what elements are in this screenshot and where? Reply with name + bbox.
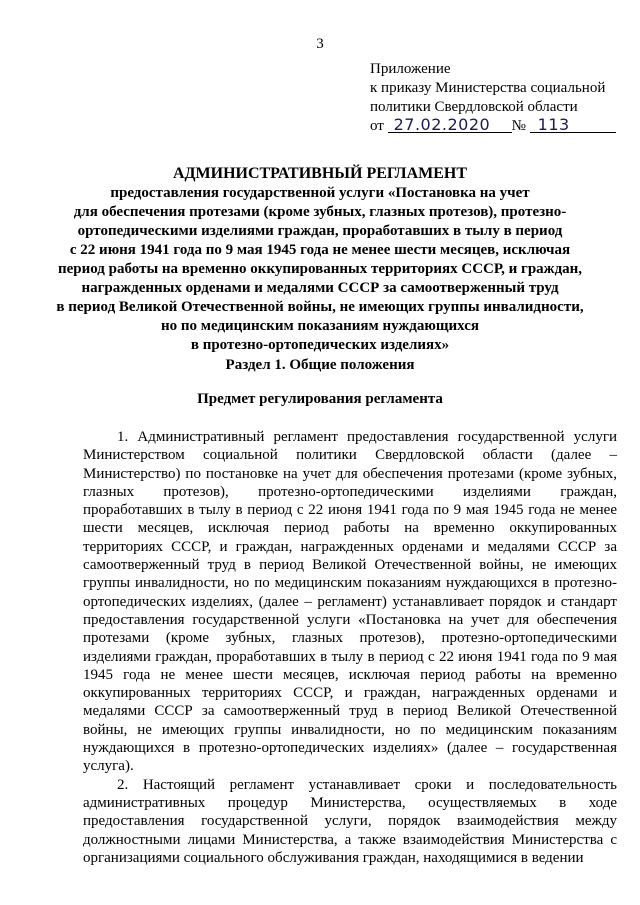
date-prefix: от <box>370 118 384 134</box>
title-line: ортопедическими изделиями граждан, проработавших в тылу в период <box>77 223 563 239</box>
title-line: но по медицинским показаниям нуждающихся <box>160 318 479 334</box>
title-line: с 22 июня 1941 года по 9 мая 1945 года не менее шести месяцев, исключая <box>69 242 571 258</box>
section-heading: Раздел 1. Общие положения <box>225 357 415 373</box>
appendix-line-1: Приложение <box>370 61 451 77</box>
subsection-heading: Предмет регулирования регламента <box>197 391 443 407</box>
paragraph-2: 2. Настоящий регламент устанавливает сроки и последовательность административных процедур Министерства, осуществляемых в ходе предоставления государственной услуги, порядок взаимодействия между должностными лицами Министерства, а также взаимодействия Министерства с организациями социального обслуживания граждан, находящимися в ведении <box>83 776 617 866</box>
title-line: предоставления государственной услуги «Постановка на учет <box>110 185 530 201</box>
title-main: АДМИНИСТРАТИВНЫЙ РЕГЛАМЕНТ <box>172 165 468 182</box>
appendix-line-2: к приказу Министерства социальной <box>370 80 606 96</box>
paragraph-1: 1. Административный регламент предоставления государственной услуги Министерством социальной политики Свердловской области (далее – Министерство) по постановке на учет для обеспечения протезами (кроме зубных, глазных протезов), протезно-ортопедическими изделиями граждан, проработавших в тылу в период с 22 июня 1941 года по 9 мая 1945 года не менее шести месяцев, исключая период работы на временно оккупированных территориях СССР, и граждан, награжденных орденами и медалями СССР за самоотверженный труд в период Великой Отечественной войны, не имеющих группы инвалидности, но по медицинским показаниям нуждающихся в протезно-ортопедических изделиях, (далее – регламент) устанавливает порядок и стандарт предоставления государственной услуги «Постановка на учет для обеспечения протезами (кроме зубных, глазных протезов), протезно-ортопедическими изделиями граждан, проработавших в тылу в период с 22 июня 1941 года по 9 мая 1945 года не менее шести месяцев, исключая период работы на временно оккупированных территориях СССР, и граждан, награжденных орденами и медалями СССР за самоотверженный труд в период Великой Отечественной войны, не имеющих группы инвалидности, но по медицинским показаниям нуждающихся в протезно-ортопедических изделиях» (далее – государственная услуга). <box>83 429 617 775</box>
handwritten-number: 113 <box>530 117 616 133</box>
number-prefix: № <box>511 118 526 134</box>
appendix-block <box>370 60 630 136</box>
title-line: в протезно-ортопедических изделиях» <box>190 337 450 353</box>
title-line: награжденных орденами и медалями СССР за самоотверженный труд <box>81 280 559 296</box>
title-line: в период Великой Отечественной войны, не имеющих группы инвалидности, <box>56 299 584 315</box>
appendix-line-3: политики Свердловской области <box>370 99 578 115</box>
document-title <box>40 164 600 355</box>
handwritten-date: 27.02.2020 <box>388 117 512 133</box>
document-body <box>83 428 617 867</box>
appendix-date-line <box>370 117 630 136</box>
title-line: для обеспечения протезами (кроме зубных, глазных протезов), протезно- <box>73 204 567 220</box>
page-number: 3 <box>316 36 324 52</box>
title-line: период работы на временно оккупированных территориях СССР, и граждан, <box>57 261 583 277</box>
